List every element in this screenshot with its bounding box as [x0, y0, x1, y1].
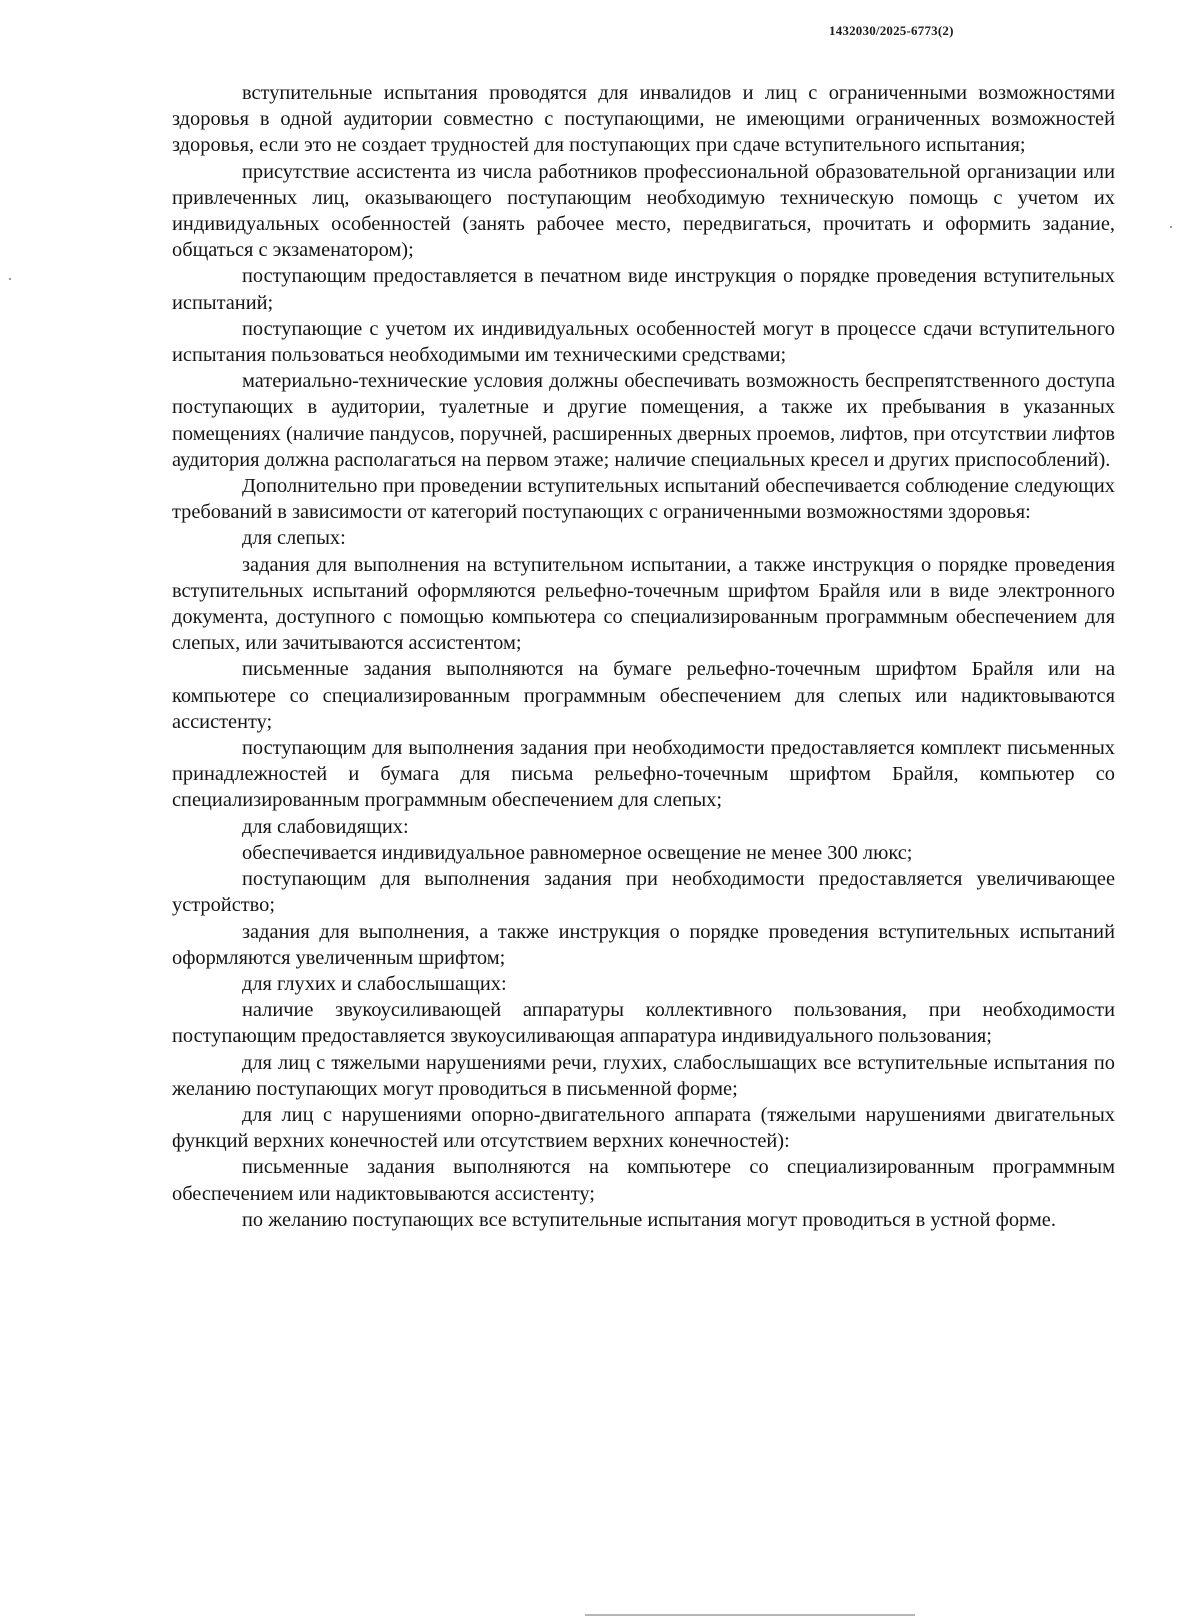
document-number: 1432030/2025-6773(2)	[829, 23, 954, 38]
paragraph-20: по желанию поступающих все вступительные испытания могут проводиться в устной форме.	[242, 1208, 1056, 1231]
paragraph-12: обеспечивается индивидуальное равномерное освещение не менее 300 люкс;	[242, 841, 913, 864]
paragraph-4: поступающие с учетом их индивидуальных особенностей могут в процессе сдачи вступительного испытания пользоваться необходимыми им техническими средствами;	[172, 317, 1115, 367]
paragraph-3: поступающим предоставляется в печатном виде инструкция о порядке проведения вступительных испытаний;	[172, 265, 1115, 314]
paragraph-2: присутствие ассистента из числа работников профессиональной образовательной организации или привлеченных лиц, оказывающего поступающим необходимую техническую помощь с учетом их индивидуальных особенностей (занять рабочее место, передвигаться, прочитать и оформить задание, общаться с экзаменатором);	[172, 160, 1115, 262]
paragraph-1: вступительные испытания проводятся для инвалидов и лиц с ограниченными возможностями здоровья в одной аудитории совместно с поступающими, не имеющими ограниченных возможностей здоровья, если это не создает трудностей для поступающих при сдаче вступительного испытания;	[172, 82, 1115, 157]
paragraph-5: материально-технические условия должны обеспечивать возможность беспрепятственного доступа поступающих в аудитории, туалетные и другие помещения, а также их пребывания в указанных помещениях (наличие пандусов, поручней, расширенных дверных проемов, лифтов, при отсутствии лифтов аудитория должна располагаться на первом этаже; наличие специальных кресел и других приспособлений).	[172, 370, 1115, 471]
document-body	[172, 80, 1115, 1233]
paragraph-8: задания для выполнения на вступительном испытании, а также инструкция о порядке проведения вступительных испытаний оформляются рельефно-точечным шрифтом Брайля или в виде электронного документа, доступного с помощью компьютера со специализированным программным обеспечением для слепых, или зачитываются ассистентом;	[172, 553, 1115, 655]
scan-artifact-right	[1170, 226, 1172, 228]
scan-edge-line	[585, 1614, 915, 1616]
scan-artifact-left	[9, 278, 11, 280]
paragraph-14: задания для выполнения, а также инструкция о порядке проведения вступительных испытаний оформляются увеличенным шрифтом;	[172, 920, 1115, 969]
paragraph-10: поступающим для выполнения задания при необходимости предоставляется комплект письменных принадлежностей и бумага для письма рельефно-точечным шрифтом Брайля, компьютер со специализированным программным обеспечением для слепых;	[172, 737, 1115, 812]
paragraph-16: наличие звукоусиливающей аппаратуры коллективного пользования, при необходимости поступающим предоставляется звукоусиливающая аппаратура индивидуального пользования;	[172, 999, 1115, 1048]
paragraph-19: письменные задания выполняются на компьютере со специализированным программным обеспечением или надиктовываются ассистенту;	[172, 1156, 1115, 1205]
paragraph-7: для слепых:	[242, 527, 346, 550]
paragraph-9: письменные задания выполняются на бумаге рельефно-точечным шрифтом Брайля или на компьютере со специализированным программным обеспечением для слепых или надиктовываются ассистенту;	[172, 658, 1115, 733]
paragraph-18: для лиц с нарушениями опорно-двигательного аппарата (тяжелыми нарушениями двигательных функций верхних конечностей или отсутствием верхних конечностей):	[172, 1103, 1115, 1153]
paragraph-11: для слабовидящих:	[242, 815, 409, 838]
paragraph-15: для глухих и слабослышащих:	[242, 972, 507, 995]
paragraph-17: для лиц с тяжелыми нарушениями речи, глухих, слабослышащих все вступительные испытания по желанию поступающих могут проводиться в письменной форме;	[172, 1051, 1115, 1100]
paragraph-13: поступающим для выполнения задания при необходимости предоставляется увеличивающее устройство;	[172, 868, 1115, 917]
paragraph-6: Дополнительно при проведении вступительных испытаний обеспечивается соблюдение следующих требований в зависимости от категорий поступающих с ограниченными возможностями здоровья:	[172, 475, 1115, 524]
